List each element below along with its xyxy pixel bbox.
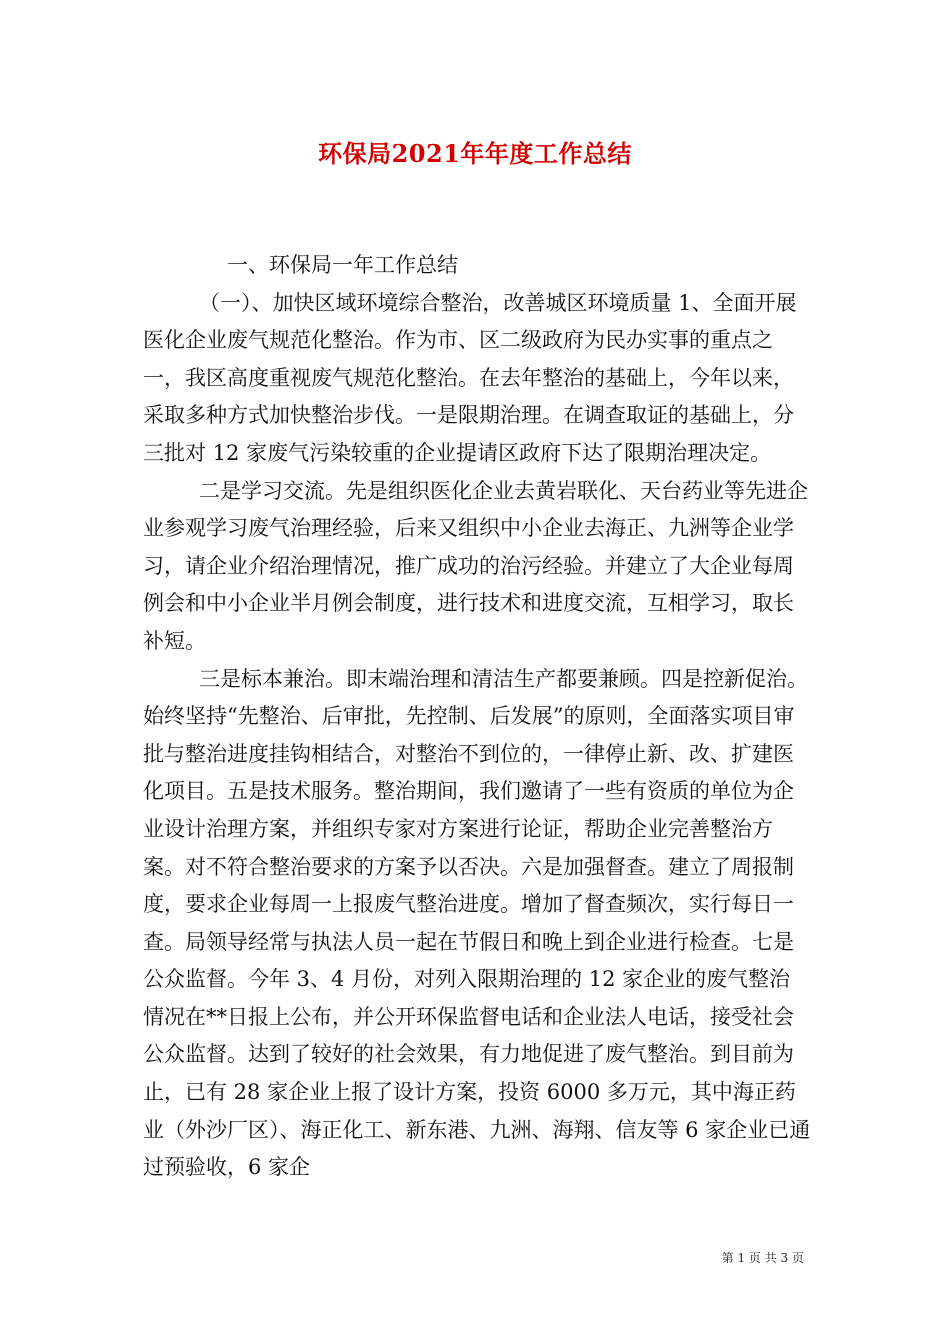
- paragraph-1: （一）、加快区域环境综合整治，改善城区环境质量 1、全面开展医化企业废气规范化整治。作为市、区二级政府为民办实事的重点之一，我区高度重视废气规范化整治。在去年整治的基础上，今年以来，采取多种方式加快整治步伐。一是限期治理。在调查取证的基础上，分三批对 12 家废气污染较重的企业提请区政府下达了限期治理决定。: [143, 290, 797, 465]
- section-heading: 一、环保局一年工作总结: [227, 253, 458, 277]
- page-number: 第 1 页 共 3 页: [721, 1251, 804, 1265]
- paragraph-2: 二是学习交流。先是组织医化企业去黄岩联化、天台药业等先进企业参观学习废气治理经验，后来又组织中小企业去海正、九洲等企业学习，请企业介绍治理情况，推广成功的治污经验。并建立了大企业每周例会和中小企业半月例会制度，进行技术和进度交流，互相学习，取长补短。: [143, 478, 808, 653]
- document-body: [143, 247, 811, 1187]
- document-title: 环保局2021年年度工作总结: [318, 139, 632, 168]
- paragraph-3: 三是标本兼治。即末端治理和清洁生产都要兼顾。四是控新促治。始终坚持“先整治、后审批，先控制、后发展”的原则，全面落实项目审批与整治进度挂钩相结合，对整治不到位的，一律停止新、改、扩建医化项目。五是技术服务。整治期间，我们邀请了一些有资质的单位为企业设计治理方案，并组织专家对方案进行论证，帮助企业完善整治方案。对不符合整治要求的方案予以否决。六是加强督查。建立了周报制度，要求企业每周一上报废气整治进度。增加了督查频次，实行每日一查。局领导经常与执法人员一起在节假日和晚上到企业进行检查。七是公众监督。今年 3、4 月份，对列入限期治理的 12 家企业的废气整治情况在**日报上公布，并公开环保监督电话和企业法人电话，接受社会公众监督。达到了较好的社会效果，有力地促进了废气整治。到目前为止，已有 28 家企业上报了设计方案，投资 6000 多万元，其中海正药业（外沙厂区）、海正化工、新东港、九洲、海翔、信友等 6 家企业已通过预验收，6 家企: [143, 666, 811, 1180]
